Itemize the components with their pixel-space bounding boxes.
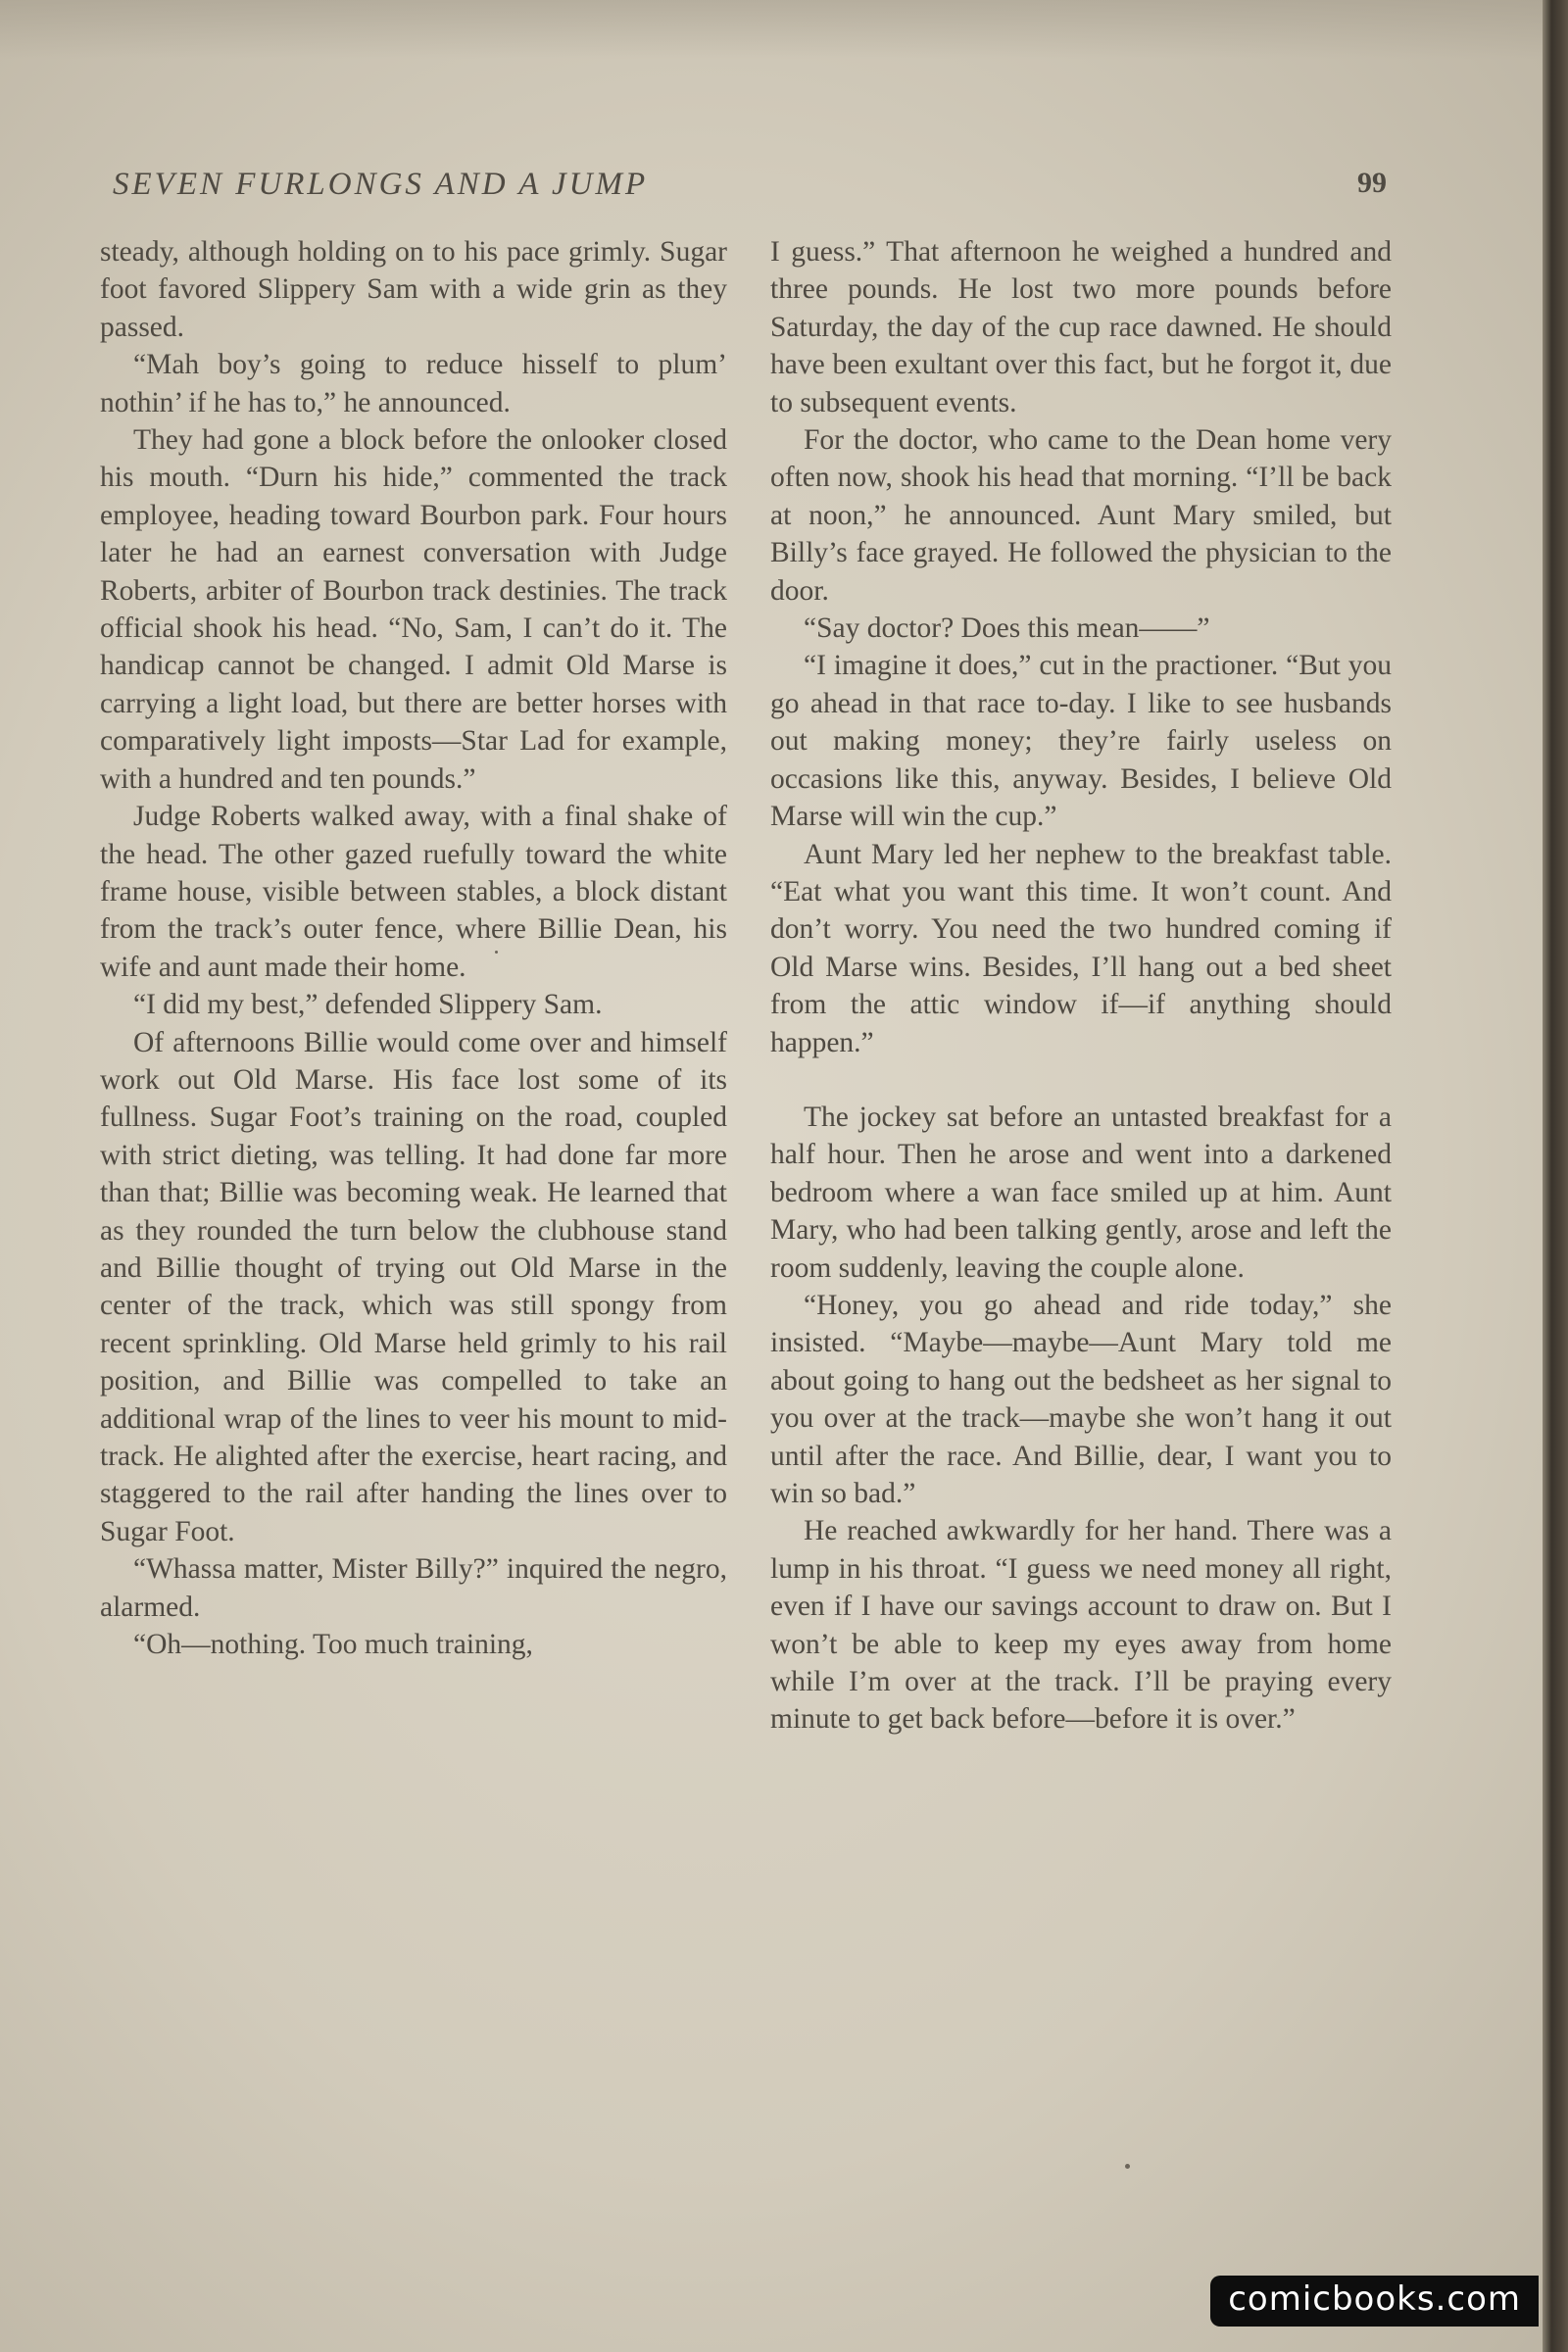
- paragraph: “I imagine it does,” cut in the practioner. “But you go ahead in that race to-day. I like to see husbands out making money; they’re fairly useless on occasions like this, anyway. Besides, I believe Old Marse will win the cup.”: [770, 650, 1392, 833]
- paragraph: They had gone a block before the onlooker closed his mouth. “Durn his hide,” commented the track employee, heading toward Bourbon park. Four hours later he had an earnest conversation with Judge Roberts, arbiter of Bourbon track destinies. The track official shook his head. “No, Sam, I can’t do it. The handicap cannot be changed. I admit Old Marse is carrying a light load, but there are better horses with comparatively light imposts—Star Lad for example, with a hundred and ten pounds.”: [100, 424, 727, 795]
- paragraph: “Honey, you go ahead and ride today,” she insisted. “Maybe—maybe—Aunt Mary told me about going to hang out the bedsheet as her signal to you over at the track—maybe she won’t hang it out until after the race. And Billie, dear, I want you to win so bad.”: [770, 1289, 1392, 1509]
- running-title: SEVEN FURLONGS AND A JUMP: [113, 167, 649, 202]
- right-column: [770, 233, 1392, 1739]
- paragraph: For the doctor, who came to the Dean home very often now, shook his head that morning. “I’ll be back at noon,” he announced. Aunt Mary smiled, but Billy’s face grayed. He followed the physician to the door.: [770, 424, 1392, 607]
- paragraph: “Whassa matter, Mister Billy?” inquired the negro, alarmed.: [100, 1553, 727, 1623]
- paragraph: “Mah boy’s going to reduce hisself to plum’ nothin’ if he has to,” he announced.: [100, 349, 727, 418]
- paragraph: The jockey sat before an untasted breakfast for a half hour. Then he arose and went into a darkened bedroom where a wan face smiled up at him. Aunt Mary, who had been talking gently, arose and left the room suddenly, leaving the couple alone.: [770, 1101, 1392, 1284]
- watermark-label: comicbooks.com: [1210, 2276, 1539, 2327]
- paragraph: I guess.” That afternoon he weighed a hundred and three pounds. He lost two more pounds before Saturday, the day of the cup race dawned. He should have been exultant over this fact, but he forgot it, due to subsequent events.: [770, 236, 1392, 418]
- paragraph: steady, although holding on to his pace grimly. Sugar foot favored Slippery Sam with a wide grin as they passed.: [100, 236, 727, 343]
- page-number: 99: [1357, 167, 1387, 199]
- paragraph: “I did my best,” defended Slippery Sam.: [133, 989, 603, 1021]
- paragraph: He reached awkwardly for her hand. There was a lump in his throat. “I guess we need money all right, even if I have our savings account to draw on. But I won’t be able to keep my eyes away from home while I’m over at the track. I’ll be praying every minute to get back before—before it is over.”: [770, 1515, 1392, 1736]
- page-top-shadow: [0, 0, 1543, 59]
- paragraph: Aunt Mary led her nephew to the breakfast table. “Eat what you want this time. It won’t count. And don’t worry. You need the two hundred coming if Old Marse wins. Besides, I’ll hang out a bed sheet from the attic window if—if anything should happen.”: [770, 838, 1392, 1058]
- left-column: [100, 233, 727, 1663]
- paragraph: Of afternoons Billie would come over and himself work out Old Marse. His face lost some of its fullness. Sugar Foot’s training on the road, coupled with strict dieting, was telling. It had done far more than that; Billie was becoming weak. He learned that as they rounded the turn below the clubhouse stand and Billie thought of trying out Old Marse in the center of the track, which was still spongy from recent sprinkling. Old Marse held grimly to his rail position, and Billie was compelled to take an additional wrap of the lines to veer his mount to mid-track. He alighted after the exercise, heart racing, and staggered to the rail after handing the lines over to Sugar Foot.: [100, 1026, 727, 1547]
- book-spine-edge: [1543, 0, 1568, 2352]
- paragraph: “Oh—nothing. Too much training,: [133, 1629, 533, 1661]
- page-header: [113, 167, 1387, 210]
- paragraph: “Say doctor? Does this mean——”: [804, 612, 1210, 645]
- paragraph: Judge Roberts walked away, with a final shake of the head. The other gazed ruefully toward the white frame house, visible between stables, a block distant from the track’s outer fence, where Billie Dean, his wife and aunt made their home.: [100, 801, 727, 983]
- paper-speck: [495, 951, 498, 954]
- paper-speck: [1125, 2164, 1130, 2169]
